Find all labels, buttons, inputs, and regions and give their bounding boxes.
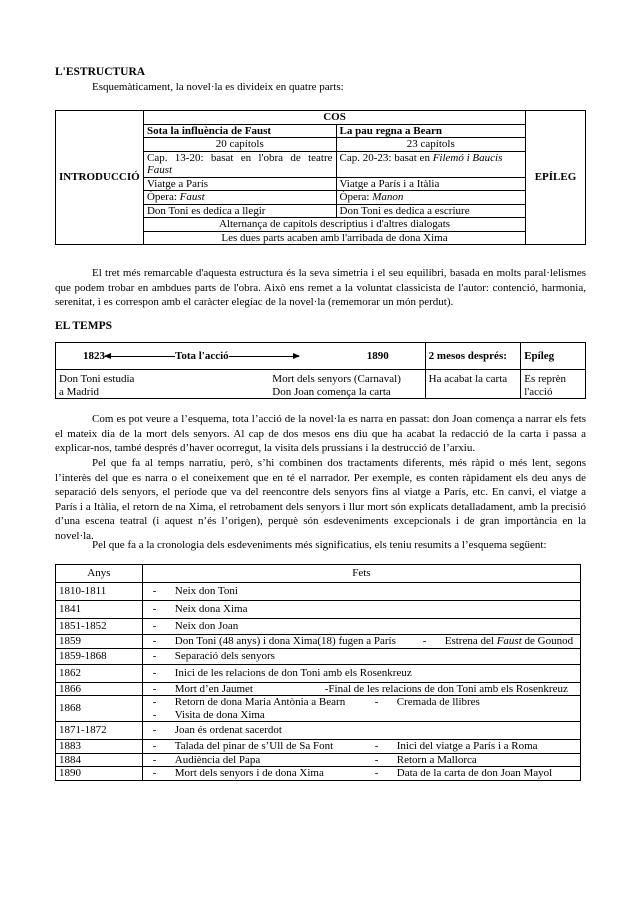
chronology-row (56, 583, 581, 601)
fact-b: - Cremada de llibres (374, 696, 480, 708)
epilog-header: Epíleg (521, 343, 586, 370)
time-paragraph-3: Pel que fa a la cronologia dels esdeveniments més significatius, els teniu resumits a l’esquema següent: (92, 539, 547, 551)
chronology-facts (142, 722, 580, 740)
dash-bullet: - (152, 649, 157, 662)
chronology-row (56, 648, 581, 664)
fact-a: Joan és ordenat sacerdot (174, 724, 282, 737)
chronology-row (56, 664, 581, 682)
fact-b: - Inici del viatge a París i a Roma (374, 740, 538, 752)
chronology-facts (142, 682, 580, 696)
part2-chapters: 23 capítols (336, 138, 526, 152)
fact-a: Separació dels senyors (174, 649, 275, 662)
chronology-year: 1851-1852 (56, 619, 143, 635)
chronology-row (56, 722, 581, 740)
dash-bullet: - (152, 666, 157, 679)
year-start: 1823 (83, 349, 105, 362)
fact-b: - Retorn a Mallorca (374, 753, 477, 766)
chronology-year: 1866 (56, 682, 143, 696)
fact-a: Neix don Joan (174, 620, 239, 633)
fact-a: Neix dona Xima (174, 603, 248, 616)
structure-heading: L'ESTRUCTURA (55, 66, 146, 78)
time-paragraph-2: Pel que fa al temps narratiu, però, s’hi combinen dos tractaments diferents, més ràpid o més lent, segons l’interès del que es narra o el coneixement que en té el narrador. Per exemple, es conten ràpidament els deu anys de separació dels senyors, el període que va del reencontre dels senyors fins al viatge a París, etc. En canvi, el viatge a París i a Itàlia, el retorn de na Xima, el retrobament dels senyors i llur mort són explicats detalladament, amb la precisió d’una escena teatral (i aquest n’és l’origen), perquè són esdeveniments excepcionals i de gran importància en la novel·la. (55, 457, 586, 542)
chronology-year: 1890 (56, 767, 143, 781)
dash-bullet: - (374, 767, 379, 779)
structure-intro: Esquemàticament, la novel·la es divideix en quatre parts: (92, 81, 344, 93)
part1-chapters: 20 capítols (143, 138, 336, 152)
epilog-cell: EPÍLEG (526, 111, 586, 245)
fact-a: Audiència del Papa (174, 753, 261, 766)
fact-a: Neix don Toni (174, 585, 238, 598)
chronology-year: 1841 (56, 601, 143, 619)
dash-bullet: - (152, 696, 157, 708)
arrow-right-icon (229, 356, 299, 357)
col-facts: Fets (142, 565, 580, 583)
all-action: Tota l'acció (175, 349, 229, 362)
fact-a: Don Toni (48 anys) i dona Xima(18) fugen a París (174, 635, 396, 647)
dash-bullet: - (152, 682, 157, 695)
fact-a2: Visita de dona Xima (174, 708, 265, 721)
ending-row: Les dues parts acaben amb l'arribada de dona Xima (143, 231, 525, 245)
chronology-year: 1871-1872 (56, 722, 143, 740)
time-cell-3: Ha acabat la carta (425, 370, 521, 399)
dash-bullet: - (152, 603, 157, 616)
dash-bullet: - (152, 724, 157, 737)
dash-bullet: - (374, 696, 379, 708)
part2-source: Cap. 20-23: basat en Filemó i Baucis (336, 151, 526, 177)
fact-b: - Estrena del Faust de Gounod (422, 635, 574, 647)
part1-title: Sota la influència de Faust (143, 124, 336, 138)
chronology-year: 1859-1868 (56, 648, 143, 664)
part2-title: La pau regna a Bearn (336, 124, 526, 138)
alternation-row: Alternança de capítols descriptius i d'altres dialogats (143, 218, 525, 232)
chronology-year: 1859 (56, 635, 143, 649)
chronology-facts (142, 583, 580, 601)
dash-bullet: - (152, 708, 157, 721)
time-cell-2: Mort dels senyors (Carnaval) Don Joan comença la carta (270, 370, 425, 399)
col-years: Anys (56, 565, 143, 583)
part1-toni: Don Toni es dedica a llegir (143, 204, 336, 218)
part2-opera: Òpera: Manon (336, 191, 526, 205)
chronology-facts (142, 753, 580, 767)
dash-bullet: - (152, 753, 157, 766)
chronology-facts (142, 601, 580, 619)
chronology-year: 1810-1811 (56, 583, 143, 601)
time-cell-4: Es reprèn l'acció (521, 370, 586, 399)
chronology-row (56, 696, 581, 722)
intro-cell: INTRODUCCIÓ (56, 111, 144, 245)
chronology-row (56, 619, 581, 635)
chronology-year: 1883 (56, 740, 143, 754)
arrow-left-icon (105, 356, 175, 357)
fact-a: Mort dels senyors i de dona Xima (174, 767, 324, 779)
time-table (55, 342, 586, 399)
chronology-facts (142, 696, 580, 722)
chronology-facts (142, 767, 580, 781)
structure-table (55, 110, 586, 245)
fact-a: Inici de les relacions de don Toni amb els Rosenkreuz (174, 666, 412, 679)
fact-a: Talada del pinar de s’Ull de Sa Font (174, 740, 334, 752)
chronology-row (56, 601, 581, 619)
fact-a: Mort d’en Jaumet (174, 682, 253, 695)
chronology-year: 1884 (56, 753, 143, 767)
chronology-facts (142, 664, 580, 682)
chronology-facts (142, 740, 580, 754)
time-cell-1: Don Toni estudia a Madrid (56, 370, 271, 399)
dash-bullet: - (152, 635, 157, 647)
part1-trip: Viatge a París (143, 177, 336, 191)
fact-a: Retorn de dona Maria Antònia a Bearn (174, 696, 346, 708)
part2-trip: Viatge a París i a Itàlia (336, 177, 526, 191)
timeline-header (56, 343, 426, 370)
chronology-row (56, 740, 581, 754)
dash-bullet: - (152, 585, 157, 598)
dash-bullet: - (422, 635, 427, 647)
part1-source: Cap. 13-20: basat en l'obra de teatre Faust (143, 151, 336, 177)
chronology-table (55, 564, 581, 781)
chronology-row (56, 635, 581, 649)
dash-bullet: - (152, 740, 157, 752)
chronology-row (56, 753, 581, 767)
year-end: 1890 (366, 349, 389, 362)
time-heading: EL TEMPS (55, 320, 112, 332)
chronology-year: 1868 (56, 696, 143, 722)
dash-bullet: - (152, 767, 157, 779)
cos-header: COS (143, 111, 525, 125)
fact-b: - Data de la carta de don Joan Mayol (374, 767, 553, 779)
chronology-facts (142, 635, 580, 649)
dash-bullet: - (374, 740, 379, 752)
part2-toni: Don Toni es dedica a escriure (336, 204, 526, 218)
dash-bullet: - (374, 753, 379, 766)
chronology-facts (142, 619, 580, 635)
chronology-row (56, 682, 581, 696)
time-paragraph-1: Com es pot veure a l’esquema, tota l’acció de la novel·la es narra en passat: don Joan comença a narrar els fets el mateix dia de la mort dels senyors. Al cap de dos mesos ens diu que ha acabat la redacció de la carta i passa a explicar-nos, també després d’haver ocorregut, la visita dels prussians i la destrucció de l’arxiu. (55, 413, 586, 455)
dash-bullet: - (152, 620, 157, 633)
chronology-row (56, 767, 581, 781)
structure-paragraph: El tret més remarcable d'aquesta estructura és la seva simetria i el seu equilibri, basada en molts paral·lelismes que podem trobar en ambdues parts de l'obra. Això ens remet a la voluntat classicista de l'autor: contenció, harmonia, serenitat, i es correspon amb el caràcter elegíac de la novel·la (rememorar un món perdut). (55, 267, 586, 309)
chronology-year: 1862 (56, 664, 143, 682)
two-months-header: 2 mesos després: (425, 343, 521, 370)
chronology-facts (142, 648, 580, 664)
part1-opera: Òpera: Faust (143, 191, 336, 205)
fact-b: -Final de les relacions de don Toni amb els Rosenkreuz (324, 682, 568, 695)
